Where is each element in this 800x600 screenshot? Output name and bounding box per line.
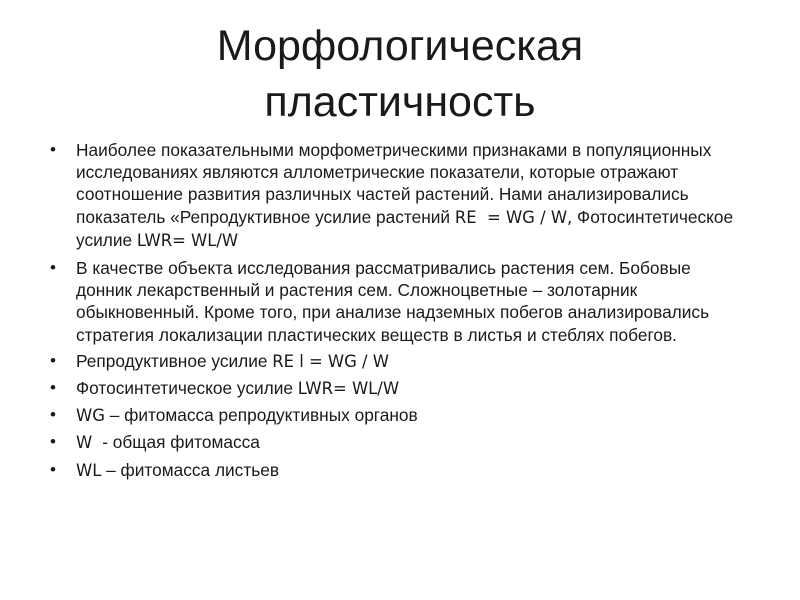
bullet-item — [50, 257, 750, 346]
bullet-formula: RE l = WG / W — [272, 351, 389, 371]
bullet-item — [50, 377, 750, 400]
bullet-text: - общая фитомасса — [97, 432, 260, 453]
bullet-text: Фотосинтетическое усилие — [76, 378, 298, 399]
bullet-formula: LWR= WL/W — [136, 230, 239, 250]
bullet-item — [50, 350, 750, 373]
bullet-formula: RE = WG / W, — [454, 207, 573, 227]
bullet-item — [50, 404, 750, 427]
bullet-text: – фитомасса листьев — [101, 459, 280, 480]
bullet-item — [50, 139, 750, 252]
bullet-text: Фотосинтетическое усилие — [76, 206, 738, 250]
bullet-formula: LWR= WL/W — [297, 379, 400, 399]
bullet-marker: • — [50, 140, 56, 159]
slide-title — [0, 18, 800, 130]
bullet-text: Репродуктивное усилие — [76, 350, 273, 371]
bullet-text: – фитомасса репродуктивных органов — [104, 405, 418, 426]
bullet-marker: • — [50, 459, 56, 479]
bullet-item — [50, 431, 750, 454]
bullet-item — [50, 459, 750, 482]
bullet-text: В качестве объекта исследования рассматривались растения сем. Бобовые донник лекарственный и растения сем. Сложноцветные – золотарник обыкновенный. Кроме того, при анализе надземных побегов анализировались стратегия локализации пластических веществ в листья и стеблях побегов. — [76, 258, 714, 345]
bullet-marker: • — [50, 258, 56, 278]
bullet-marker: • — [50, 405, 56, 425]
bullet-formula: W — [76, 433, 98, 453]
bullet-marker: • — [50, 432, 56, 452]
bullet-marker: • — [50, 378, 56, 398]
title-line-2: пластичность — [264, 78, 536, 126]
bullet-text: Наиболее показательными морфометрическими признаками в популяционных исследованиях являются аллометрические показатели, которые отражают соотношение развития различных частей растений. Нами анализировались показатель «Репродуктивное усилие растений — [76, 140, 717, 227]
bullet-list — [50, 139, 750, 486]
bullet-formula: WL — [76, 460, 102, 480]
bullet-marker: • — [50, 350, 56, 370]
title-line-1: Морфологическая — [216, 22, 584, 70]
bullet-formula: WG — [76, 406, 105, 426]
